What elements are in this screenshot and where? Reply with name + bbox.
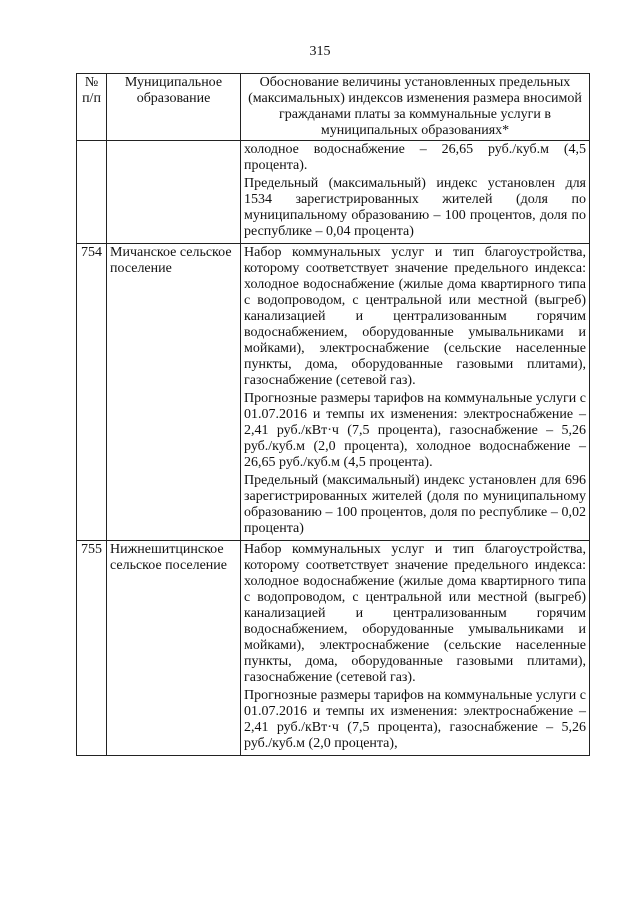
paragraph: Набор коммунальных услуг и тип благоустройства, которому соответствует значение предельного индекса: холодное водоснабжение (жилые дома квартирного типа с водопроводом, с центральной или местной (выгреб) канализацией и централизованным горячим водоснабжением, оборудованные умывальниками и мойками), электроснабжение (сельские населенные пункты, дома, оборудованные газовыми плитами), газоснабжение (сетевой газ). bbox=[244, 542, 586, 685]
cell-number: 754 bbox=[77, 244, 107, 541]
cell-justification bbox=[241, 541, 590, 756]
cell-municipality bbox=[107, 141, 241, 244]
table-row bbox=[77, 244, 590, 541]
page-number: 315 bbox=[309, 44, 331, 59]
paragraph: Прогнозные размеры тарифов на коммунальные услуги с 01.07.2016 и темпы их изменения: электроснабжение – 2,41 руб./кВт·ч (7,5 процента), газоснабжение – 5,26 руб./куб.м (2,0 процента), bbox=[244, 688, 586, 751]
cell-justification bbox=[241, 141, 590, 244]
paragraph: холодное водоснабжение – 26,65 руб./куб.м (4,5 процента). bbox=[244, 142, 586, 173]
cell-number bbox=[77, 141, 107, 244]
cell-municipality: Мичанское сельское поселение bbox=[107, 244, 241, 541]
paragraph: Предельный (максимальный) индекс установлен для 1534 зарегистрированных жителей (доля по муниципальному образованию – 100 процентов, доля по республике – 0,04 процента) bbox=[244, 176, 586, 239]
table-row bbox=[77, 541, 590, 756]
paragraph: Набор коммунальных услуг и тип благоустройства, которому соответствует значение предельного индекса: холодное водоснабжение (жилые дома квартирного типа с водопроводом, с центральной или местной (выгреб) канализацией и централизованным горячим водоснабжением, оборудованные умывальниками и мойками), электроснабжение (сельские населенные пункты, дома, оборудованные газовыми плитами), газоснабжение (сетевой газ). bbox=[244, 245, 586, 388]
table-header-row bbox=[77, 74, 590, 141]
header-municipality: Муниципальное образование bbox=[107, 74, 241, 141]
cell-justification bbox=[241, 244, 590, 541]
tariff-index-table bbox=[76, 73, 590, 756]
header-justification: Обоснование величины установленных предельных (максимальных) индексов изменения размера вносимой гражданами платы за коммунальные услуги в муниципальных образованиях* bbox=[241, 74, 590, 141]
cell-number: 755 bbox=[77, 541, 107, 756]
table-row-continuation bbox=[77, 141, 590, 244]
cell-municipality: Нижнешитцинское сельское поселение bbox=[107, 541, 241, 756]
paragraph: Предельный (максимальный) индекс установлен для 696 зарегистрированных жителей (доля по муниципальному образованию – 100 процентов, доля по республике – 0,02 процента) bbox=[244, 473, 586, 536]
paragraph: Прогнозные размеры тарифов на коммунальные услуги с 01.07.2016 и темпы их изменения: электроснабжение – 2,41 руб./кВт·ч (7,5 процента), газоснабжение – 5,26 руб./куб.м (2,0 процента), холодное водоснабжение – 26,65 руб./куб.м (4,5 процента). bbox=[244, 391, 586, 470]
header-number: № п/п bbox=[77, 74, 107, 141]
